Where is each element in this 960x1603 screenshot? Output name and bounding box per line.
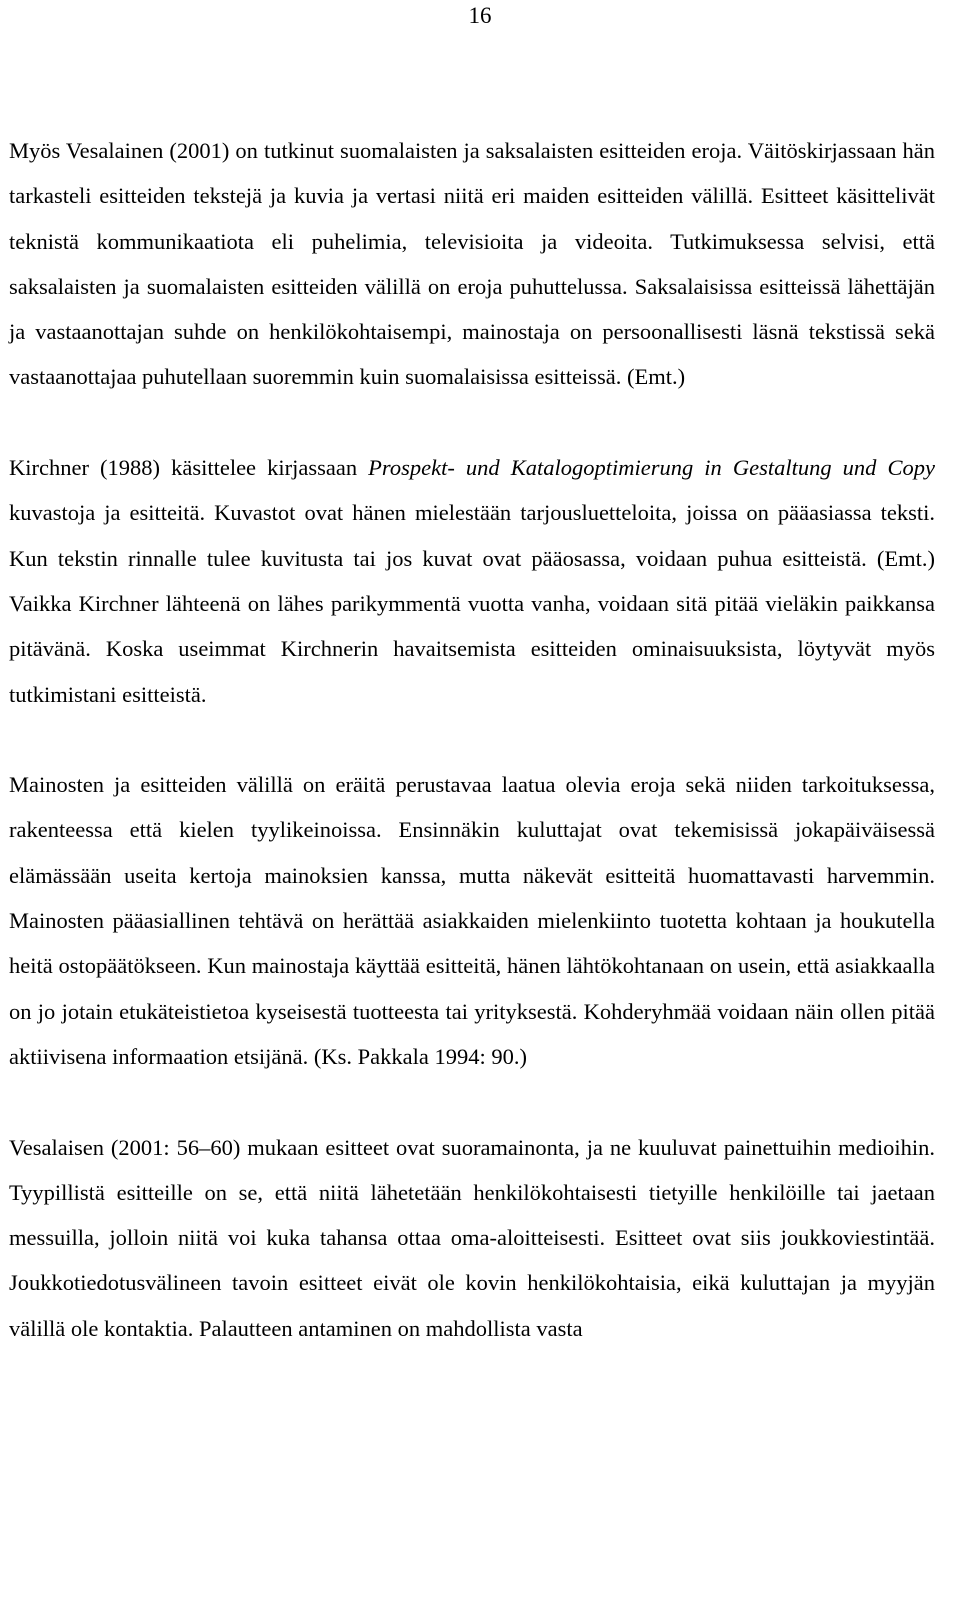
kirchner-body-text: kuvastoja ja esitteitä. Kuvastot ovat hänen mielestään tarjousluetteloita, joissa on pääasiassa teksti. Kun tekstin rinnalle tulee kuvitusta tai jos kuvat ovat pääosassa, voidaan puhua esitteistä. (Emt.) Vaikka Kirchner lähteenä on lähes parikymmentä vuotta vanha, voidaan sitä pitää vieläkin paikkansa pitävänä. Koska useimmat Kirchnerin havaitsemista esitteiden ominaisuuksista, löytyvät myös tutkimistani esitteistä. [9,500,935,707]
paragraph-ads-vs-brochures: Mainosten ja esitteiden välillä on eräitä perustavaa laatua olevia eroja sekä niiden tarkoituksessa, rakenteessa että kielen tyylikeinoissa. Ensinnäkin kuluttajat ovat tekemisissä jokapäiväisessä elämässään useita kertoja mainoksien kanssa, mutta näkevät esitteitä huomattavasti harvemmin. Mainosten pääasiallinen tehtävä on herättää asiakkaiden mielenkiinto tuotetta kohtaan ja houkutella heitä ostopäätökseen. Kun mainostaja käyttää esitteitä, hänen lähtökohtanaan on usein, että asiakkaalla on jo jotain etukäteistietoa kyseisestä tuotteesta tai yrityksestä. Kohderyhmää voidaan näin ollen pitää aktiivisena informaation etsijänä. (Ks. Pakkala 1994: 90.) [9,772,935,1069]
book-title: Prospekt- und Katalogoptimierung in Gestaltung und Copy [368,455,935,481]
page-number: 16 [468,3,492,28]
paragraph-kirchner [9,445,935,717]
document-body [9,128,935,1396]
kirchner-intro-text: Kirchner (1988) käsittelee kirjassaan [9,455,369,481]
paragraph-direct-marketing: Vesalaisen (2001: 56–60) mukaan esitteet ovat suoramainonta, ja ne kuuluvat painettuihin medioihin. Tyypillistä esitteille on se, että niitä lähetetään henkilökohtaisesti tietyille henkilöille tai jaetaan messuilla, jolloin niitä voi kuka tahansa ottaa oma-aloitteisesti. Esitteet ovat siis joukkoviestintää. Joukkotiedotusvälineen tavoin esitteet eivät ole kovin henkilökohtaisia, eikä kuluttajan ja myyjän välillä ole kontaktia. Palautteen antaminen on mahdollista vasta [9,1134,935,1341]
paragraph-vesalainen-study: Myös Vesalainen (2001) on tutkinut suomalaisten ja saksalaisten esitteiden eroja. Väitöskirjassaan hän tarkasteli esitteiden tekstejä ja kuvia ja vertasi niitä eri maiden esitteiden välillä. Esitteet käsittelivät teknistä kommunikaatiota eli puhelimia, televisioita ja videoita. Tutkimuksessa selvisi, että saksalaisten ja suomalaisten esitteiden välillä on eroja puhuttelussa. Saksalaisissa esitteissä lähettäjän ja vastaanottajan suhde on henkilökohtaisempi, mainostaja on persoonallisesti läsnä tekstissä sekä vastaanottajaa puhutellaan suoremmin kuin suomalaisissa esitteissä. (Emt.) [9,138,935,390]
